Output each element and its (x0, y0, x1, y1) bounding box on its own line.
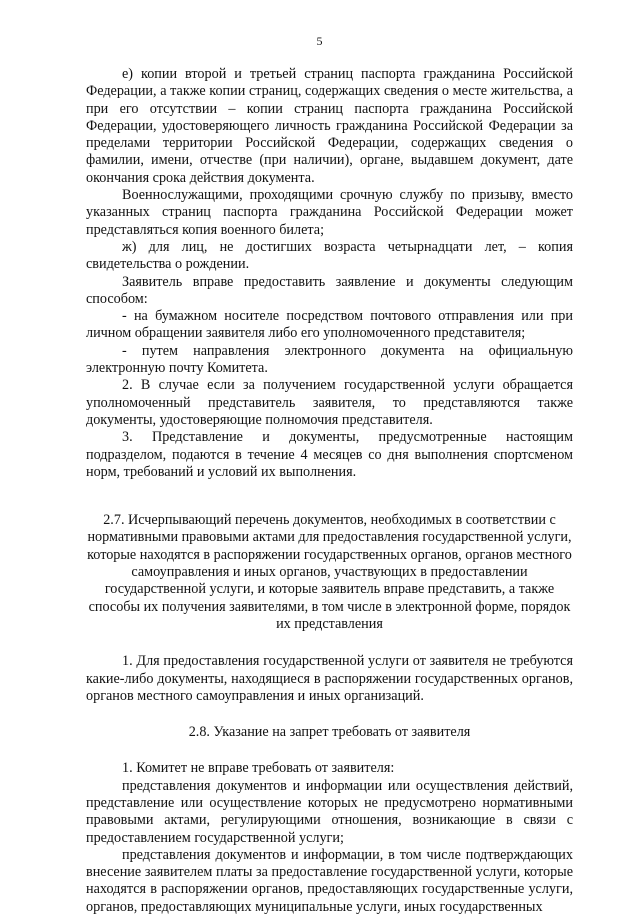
paragraph-prohibited-documents: представления документов и информации или осуществления действий, представление или осуществление которых не предусмотрено нормативными правовыми актами, регулирующими отношения, возникающие в связи с предоставлением государственной услуги; (86, 777, 573, 846)
paragraph-electronic-submission: - путем направления электронного документа на официальную электронную почту Комитета. (86, 342, 573, 377)
section-spacer (86, 741, 573, 760)
section-heading-2-8: 2.8. Указание на запрет требовать от заявителя (188, 724, 471, 741)
paragraph-birth-certificate: ж) для лиц, не достигших возраста четырнадцати лет, – копия свидетельства о рождении. (86, 238, 573, 273)
section-spacer (86, 705, 573, 724)
section-spacer (86, 481, 573, 512)
paragraph-submission-methods: Заявитель вправе предоставить заявление и документы следующим способом: (86, 273, 573, 307)
page-number: 5 (316, 34, 323, 48)
section-heading-2-7: 2.7. Исчерпывающий перечень документов, необходимых в соответствии с нормативными правовыми актами для предоставления государственной услуги, которые находятся в распоряжении государственных органов, органов местного самоуправления и иных органов, участвующих в предоставлении государственной услуги, и которые заявитель вправе представить, а также способы их получения заявителями, в том числе в электронной форме, порядок их представления (87, 512, 572, 632)
paragraph-representative: 2. В случае если за получением государственной услуги обращается уполномоченный представитель заявителя, то представляются также документы, удостоверяющие полномочия представителя. (86, 377, 573, 428)
document-body (86, 66, 573, 916)
paragraph-no-documents-required: 1. Для предоставления государственной услуги от заявителя не требуются какие-либо документы, находящиеся в распоряжении государственных органов, органов местного самоуправления и иных организаций. (86, 653, 573, 704)
paragraph-military-id: Военнослужащими, проходящими срочную службу по призыву, вместо указанных страниц паспорта гражданина Российской Федерации может представляться копия военного билета; (86, 187, 573, 238)
paragraph-submission-deadline: 3. Представление и документы, предусмотренные настоящим подразделом, подаются в течение 4 месяцев со дня выполнения спортсменом норм, требований и условий их выполнения. (86, 429, 573, 480)
paragraph-committee-prohibition: 1. Комитет не вправе требовать от заявителя: (122, 760, 395, 777)
paragraph-paper-submission: - на бумажном носителе посредством почтового отправления или при личном обращении заявителя либо его уполномоченного представителя; (86, 308, 573, 342)
paragraph-passport-copies: е) копии второй и третьей страниц паспорта гражданина Российской Федерации, а также копии страниц, содержащих сведения о месте жительства, а при его отсутствии – копии страниц паспорта гражданина Российской Федерации, удостоверяющего личность гражданина Российской Федерации за пределами территории Российской Федерации, содержащих сведения о фамилии, имени, отчестве (при наличии), органе, выдавшем документ, дате окончания срока действия документа. (86, 66, 573, 186)
paragraph-prohibited-payment-proof: представления документов и информации, в том числе подтверждающих внесение заявителем платы за предоставление государственной услуги, которые находятся в распоряжении органов, предоставляющих государственные услуги, органов, предоставляющих муниципальные услуги, иных государственных (86, 846, 573, 915)
section-spacer (86, 633, 573, 653)
